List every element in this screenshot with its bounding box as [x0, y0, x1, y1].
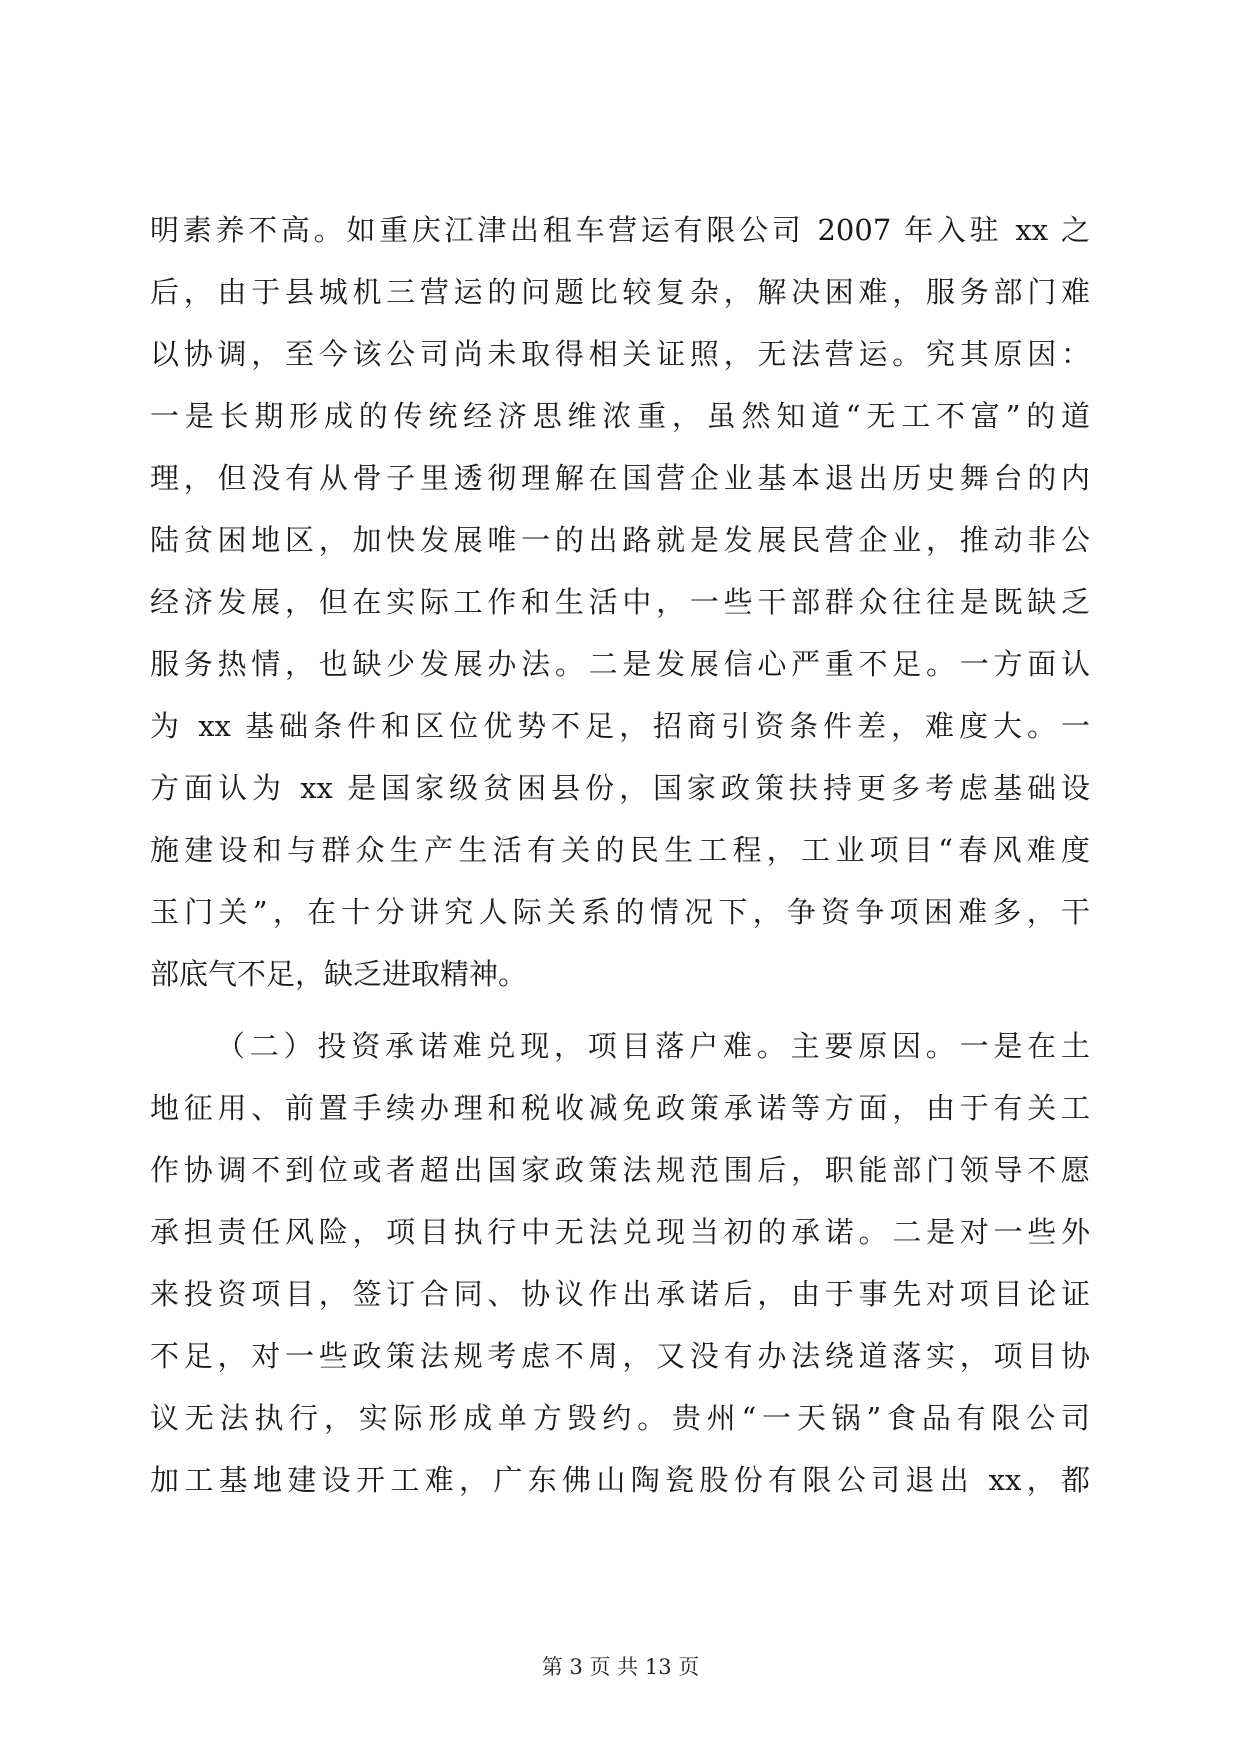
text-line: 经济发展，但在实际工作和生活中，一些干部群众往往是既缺乏 — [150, 585, 1090, 619]
text-line: 以协调，至今该公司尚未取得相关证照，无法营运。究其原因： — [150, 337, 1090, 371]
text-line: 加工基地建设开工难，广东佛山陶瓷股份有限公司退出 xx，都 — [150, 1463, 1090, 1497]
text-line: 方面认为 xx 是国家级贫困县份，国家政策扶持更多考虑基础设 — [150, 771, 1090, 805]
text-line: 理，但没有从骨子里透彻理解在国营企业基本退出历史舞台的内 — [150, 461, 1090, 495]
text-line: 为 xx 基础条件和区位优势不足，招商引资条件差，难度大。一 — [150, 709, 1090, 743]
text-line: 施建设和与群众生产生活有关的民生工程，工业项目“春风难度 — [150, 833, 1090, 867]
text-line: 玉门关”，在十分讲究人际关系的情况下，争资争项困难多，干 — [150, 895, 1090, 929]
text-line: 议无法执行，实际形成单方毁约。贵州“一天锅”食品有限公司 — [150, 1401, 1090, 1435]
text-line: 来投资项目，签订合同、协议作出承诺后，由于事先对项目论证 — [150, 1277, 1090, 1311]
text-line: 一是长期形成的传统经济思维浓重，虽然知道“无工不富”的道 — [150, 399, 1090, 433]
page-footer — [0, 1652, 1241, 1682]
text-line: 后，由于县城机三营运的问题比较复杂，解决困难，服务部门难 — [150, 275, 1090, 309]
text-line: 地征用、前置手续办理和税收减免政策承诺等方面，由于有关工 — [150, 1091, 1090, 1125]
paragraph-first-line: （二）投资承诺难兑现，项目落户难。主要原因。一是在土 — [216, 1029, 1090, 1063]
text-line: 承担责任风险，项目执行中无法兑现当初的承诺。二是对一些外 — [150, 1215, 1090, 1249]
text-line: 作协调不到位或者超出国家政策法规范围后，职能部门领导不愿 — [150, 1153, 1090, 1187]
text-line: 服务热情，也缺少发展办法。二是发展信心严重不足。一方面认 — [150, 647, 1090, 681]
text-line: 陆贫困地区，加快发展唯一的出路就是发展民营企业，推动非公 — [150, 523, 1090, 557]
page-number: 第 3 页 共 13 页 — [541, 1655, 700, 1679]
text-line: 明素养不高。如重庆江津出租车营运有限公司 2007 年入驻 xx 之 — [150, 213, 1090, 247]
text-line: 不足，对一些政策法规考虑不周，又没有办法绕道落实，项目协 — [150, 1339, 1090, 1373]
text-line: 部底气不足，缺乏进取精神。 — [150, 957, 528, 991]
